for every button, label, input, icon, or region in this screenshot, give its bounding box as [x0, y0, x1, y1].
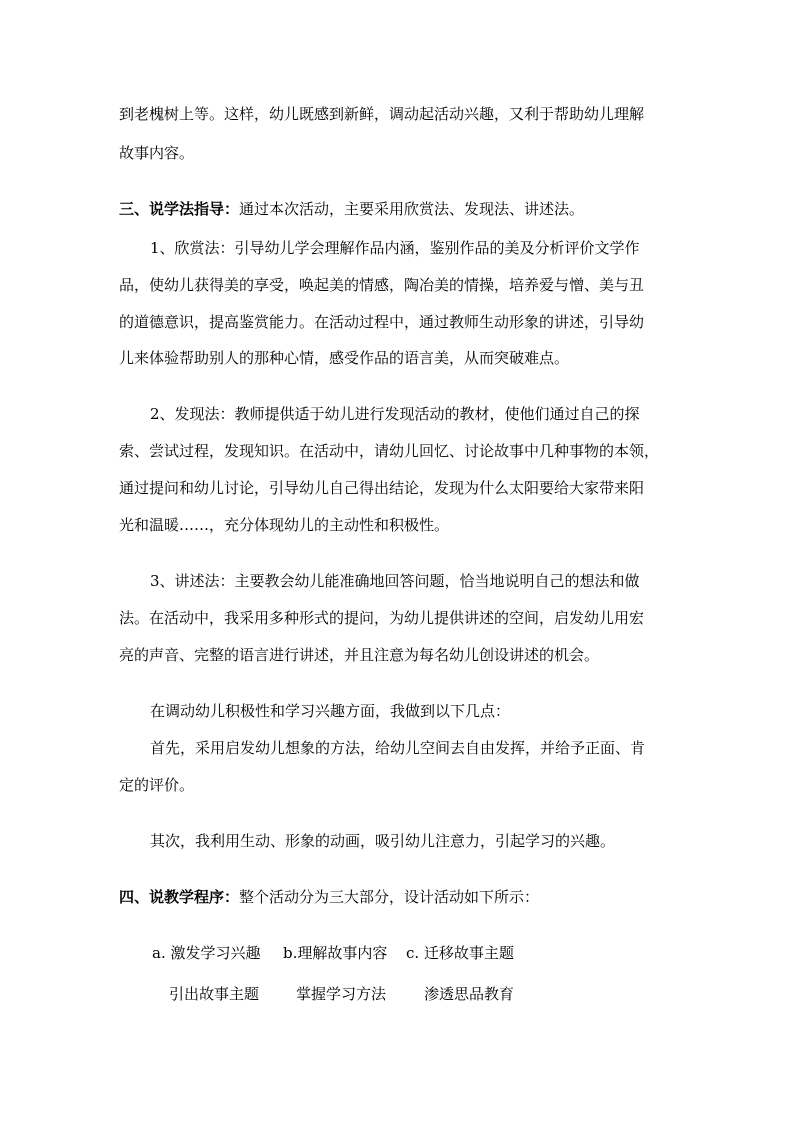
text-line: 品，使幼儿获得美的享受，唤起美的情感，陶冶美的情操，培养爱与憎、美与丑: [119, 276, 645, 294]
text-line: 法。在活动中，我采用多种形式的提问，为幼儿提供讲述的空间，启发幼儿用宏: [119, 609, 645, 627]
text-line: 在调动幼儿积极性和学习兴趣方面，我做到以下几点：: [150, 702, 511, 720]
text-line: 首先，采用启发幼儿想象的方法，给幼儿空间去自由发挥，并给予正面、肯: [150, 739, 646, 757]
flow-sub-b: 掌握学习方法: [296, 985, 387, 1003]
section-3-intro: 通过本次活动，主要采用欣赏法、发现法、讲述法。: [239, 200, 585, 218]
section-3-heading: 三、说学法指导：: [119, 200, 240, 218]
text-line: 到老槐树上等。这样，幼儿既感到新鲜，调动起活动兴趣，又利于帮助幼儿理解: [119, 105, 645, 123]
text-line: 亮的声音、完整的语言进行讲述，并且注意为每名幼儿创设讲述的机会。: [119, 646, 600, 664]
text-line: 2、发现法：教师提供适于幼儿进行发现活动的教材，使他们通过自己的探: [150, 405, 640, 423]
text-line: 光和温暖……，充分体现幼儿的主动性和积极性。: [119, 516, 450, 534]
text-line: 1、欣赏法：引导幼儿学会理解作品内涵，鉴别作品的美及分析评价文学作: [150, 239, 640, 257]
flow-item-b: b.理解故事内容: [283, 944, 388, 962]
flow-item-a: a. 激发学习兴趣: [152, 944, 261, 962]
flow-item-c: c. 迁移故事主题: [406, 944, 514, 962]
text-line: 索、尝试过程，发现知识。在活动中，请幼儿回忆、讨论故事中几种事物的本领，: [119, 442, 660, 460]
text-line: 其次，我利用生动、形象的动画，吸引幼儿注意力，引起学习的兴趣。: [150, 832, 616, 850]
text-line: 儿来体验帮助别人的那种心情，感受作品的语言美，从而突破难点。: [119, 349, 570, 367]
text-line: 定的评价。: [119, 776, 195, 794]
text-line: 的道德意识，提高鉴赏能力。在活动过程中，通过教师生动形象的讲述，引导幼: [119, 313, 645, 331]
section-4-intro: 整个活动分为三大部分，设计活动如下所示：: [239, 888, 540, 906]
text-line: 通过提问和幼儿讨论，引导幼儿自己得出结论，发现为什么太阳要给大家带来阳: [119, 479, 645, 497]
text-line: 故事内容。: [119, 144, 195, 162]
section-3-line: [119, 199, 584, 219]
flow-sub-c: 渗透思品教育: [424, 985, 515, 1003]
text-line: 3、讲述法：主要教会幼儿能准确地回答问题，恰当地说明自己的想法和做: [150, 572, 640, 590]
section-4-heading: 四、说教学程序：: [119, 888, 240, 906]
section-4-line: [119, 887, 539, 907]
flow-sub-a: 引出故事主题: [169, 985, 260, 1003]
